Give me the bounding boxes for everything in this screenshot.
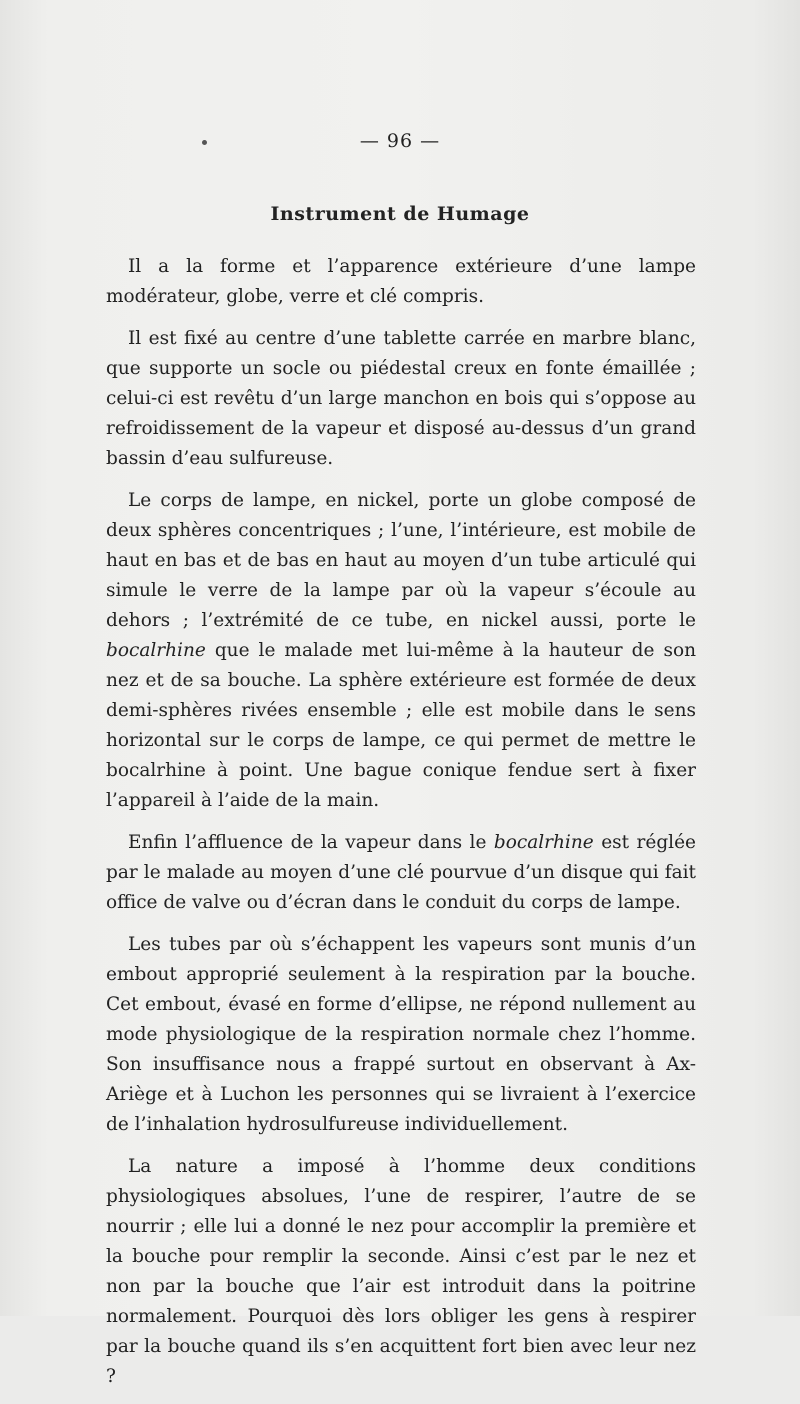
paragraph-5: Les tubes par où s’échappent les vapeurs sont munis d’un embout approprié seulement à la respiration par la bouche. Cet embout, évasé en forme d’ellipse, ne répond nullement au mode physiologique de la respiration normale chez l’homme. Son insuffisance nous a frappé surtout en observant à Ax-Ariège et à Luchon les personnes qui se livraient à l’exercice de l’inhalation hydrosulfureuse individuellement. (106, 934, 696, 1135)
italic-term: bocalrhine (106, 640, 206, 661)
page-number: — 96 — (359, 130, 441, 152)
paragraph-1: Il a la forme et l’apparence extérieure d’une lampe modérateur, globe, verre et clé compris. (106, 256, 696, 307)
italic-term: bocalrhine (493, 832, 594, 853)
paragraph-4: Enfin l’affluence de la vapeur dans le bocalrhine est réglée par le malade au moyen d’une clé pourvue d’un disque qui fait office de valve ou d’écran dans le conduit du corps de lampe. (106, 832, 696, 913)
body-text (106, 252, 696, 1404)
paragraph-2: Il est fixé au centre d’une tablette carrée en marbre blanc, que supporte un socle ou piédestal creux en fonte émaillée ; celui-ci est revêtu d’un large manchon en bois qui s’oppose au refroidissement de la vapeur et disposé au-dessus d’un grand bassin d’eau sulfureuse. (106, 328, 696, 469)
paragraph-3: Le corps de lampe, en nickel, porte un globe composé de deux sphères concentriques ; l’une, l’intérieure, est mobile de haut en bas et de bas en haut au moyen d’un tube articulé qui simule le verre de la lampe par où la vapeur s’écoule au dehors ; l’extrémité de ce tube, en nickel aussi, porte le bocalrhine que le malade met lui-même à la hauteur de son nez et de sa bouche. La sphère extérieure est formée de deux demi-sphères rivées ensemble ; elle est mobile dans le sens horizontal sur le corps de lampe, ce qui permet de mettre le bocalrhine à point. Une bague conique fendue sert à fixer l’appareil à l’aide de la main. (106, 490, 696, 811)
paragraph-6: La nature a imposé à l’homme deux conditions physiologiques absolues, l’une de respirer, l’autre de se nourrir ; elle lui a donné le nez pour accomplir la première et la bouche pour remplir la seconde. Ainsi c’est par le nez et non par la bouche que l’air est introduit dans la poitrine normalement. Pourquoi dès lors obliger les gens à respirer par la bouche quand ils s’en acquittent fort bien avec leur nez ? (106, 1156, 696, 1387)
section-heading: Instrument de Humage (270, 203, 530, 225)
